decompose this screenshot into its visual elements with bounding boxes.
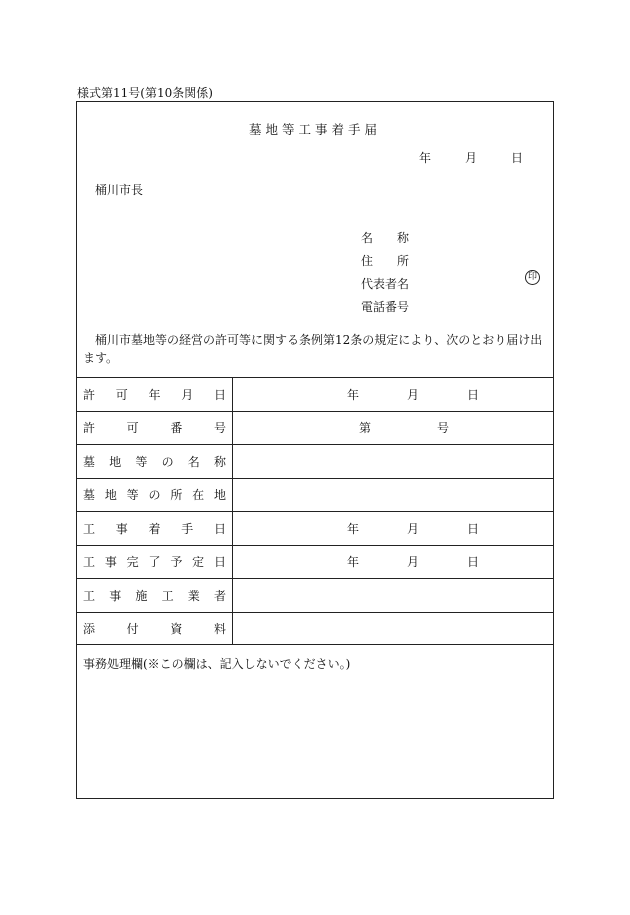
- row-label-char: 工: [83, 555, 96, 570]
- row-label-char: 名: [187, 454, 200, 469]
- row-label-char: 地: [109, 454, 122, 469]
- table-row: [77, 478, 553, 512]
- form-frame: [76, 101, 554, 799]
- row-label-cell: [77, 478, 233, 512]
- row-label-char: 着: [148, 521, 161, 536]
- row-label-char: 工: [161, 588, 174, 603]
- permit-number-field: [359, 412, 449, 445]
- row-label: [83, 453, 226, 470]
- date-year-label: 年: [418, 151, 431, 165]
- form-number-label: 様式第11号(第10条関係): [77, 86, 213, 100]
- row-label-char: 者: [213, 588, 226, 603]
- row-label-cell: [77, 545, 233, 579]
- row-label: [83, 486, 226, 503]
- phone-label: 電話番号: [361, 300, 410, 314]
- table-row: [77, 378, 553, 412]
- row-label-cell: [77, 579, 233, 613]
- statement-text: 桶川市墓地等の経営の許可等に関する条例第12条の規定により、次のとおり届け出ます。: [83, 333, 543, 365]
- row-label-char: 等: [135, 454, 148, 469]
- row-label-char: 許: [83, 387, 96, 402]
- row-label: [83, 386, 226, 403]
- row-label-char: 番: [170, 421, 183, 436]
- row-label-char: 了: [148, 555, 161, 570]
- number-suffix-label: 号: [437, 421, 450, 436]
- row-label-char: 事: [109, 588, 122, 603]
- row-value-cell[interactable]: [233, 378, 554, 412]
- row-label-char: の: [161, 454, 174, 469]
- row-label-char: 所: [170, 488, 183, 503]
- date-unit-label: 月: [407, 521, 420, 536]
- row-label-char: 日: [213, 555, 226, 570]
- row-label-char: 予: [170, 555, 183, 570]
- date-unit-label: 日: [467, 521, 480, 536]
- table-row: [77, 512, 553, 546]
- applicant-representative-row: [361, 272, 409, 295]
- row-label-char: 業: [187, 588, 200, 603]
- applicant-block: [361, 226, 409, 318]
- row-label-char: 料: [213, 622, 226, 637]
- row-label-char: 手: [181, 521, 194, 536]
- row-label-char: 等: [126, 488, 139, 503]
- date-day-label: 日: [510, 151, 523, 165]
- applicant-name-label-2: 称: [396, 231, 409, 245]
- row-label-char: 完: [126, 555, 139, 570]
- row-label-char: 工: [83, 588, 96, 603]
- row-label-char: 資: [170, 622, 183, 637]
- row-value-cell[interactable]: [233, 445, 554, 479]
- date-fields: [347, 546, 479, 579]
- table-row: [77, 545, 553, 579]
- row-value-cell[interactable]: [233, 545, 554, 579]
- row-label-char: 号: [213, 421, 226, 436]
- date-month-label: 月: [464, 151, 477, 165]
- row-label-char: 地: [213, 488, 226, 503]
- row-label-char: 可: [115, 387, 128, 402]
- row-value-cell[interactable]: [233, 512, 554, 546]
- row-label-char: 定: [192, 555, 205, 570]
- row-label: [83, 553, 226, 570]
- row-value-cell[interactable]: [233, 579, 554, 613]
- row-label-char: 在: [192, 488, 205, 503]
- table-row: [77, 411, 553, 445]
- row-label-char: 月: [181, 387, 194, 402]
- row-label-char: 事: [104, 555, 117, 570]
- row-label-char: 称: [213, 454, 226, 469]
- row-label-char: 可: [126, 421, 139, 436]
- row-value-cell[interactable]: [233, 411, 554, 445]
- table-row: [77, 579, 553, 613]
- table-row: [77, 445, 553, 479]
- date-unit-label: 年: [347, 387, 360, 402]
- row-label-char: 付: [126, 622, 139, 637]
- seal-icon: 印: [525, 270, 540, 285]
- applicant-address-label-2: 所: [396, 254, 409, 268]
- row-label-char: 許: [83, 421, 96, 436]
- office-use-box: [77, 644, 553, 798]
- date-unit-label: 月: [407, 387, 420, 402]
- row-label: [83, 620, 226, 637]
- table-row: [77, 612, 553, 645]
- row-label-char: 日: [213, 387, 226, 402]
- row-label-cell: [77, 445, 233, 479]
- row-label-char: 施: [135, 588, 148, 603]
- date-unit-label: 年: [347, 555, 360, 570]
- date-unit-label: 年: [347, 521, 360, 536]
- row-label-char: 事: [115, 521, 128, 536]
- date-fields: [347, 512, 479, 545]
- form-title: 墓地等工事着手届: [248, 122, 381, 137]
- row-value-cell[interactable]: [233, 612, 554, 645]
- applicant-name-label-1: 名: [361, 231, 374, 245]
- row-label-char: 地: [104, 488, 117, 503]
- row-label-cell: [77, 411, 233, 445]
- applicant-name-row: [361, 226, 409, 249]
- row-label-char: 墓: [83, 488, 96, 503]
- applicant-address-label-1: 住: [361, 254, 374, 268]
- addressee: 桶川市長: [95, 183, 144, 197]
- representative-label: 代表者名: [361, 277, 410, 291]
- row-value-cell[interactable]: [233, 478, 554, 512]
- date-fields: [347, 378, 479, 411]
- row-label: [83, 520, 226, 537]
- row-label-cell: [77, 612, 233, 645]
- applicant-address-row: [361, 249, 409, 272]
- row-label-char: の: [148, 488, 161, 503]
- row-label: [83, 587, 226, 604]
- submission-date: [419, 149, 523, 166]
- details-table: [77, 377, 553, 645]
- row-label-cell: [77, 378, 233, 412]
- row-label-char: 日: [213, 521, 226, 536]
- office-use-label: 事務処理欄(※この欄は、記入しないでください。): [83, 657, 351, 671]
- row-label-char: 年: [148, 387, 161, 402]
- row-label-char: 墓: [83, 454, 96, 469]
- date-unit-label: 日: [467, 387, 480, 402]
- row-label-char: 添: [83, 622, 96, 637]
- row-label-char: 工: [83, 521, 96, 536]
- applicant-phone-row: [361, 295, 409, 318]
- row-label: [83, 419, 226, 436]
- date-unit-label: 日: [467, 555, 480, 570]
- row-label-cell: [77, 512, 233, 546]
- number-prefix-label: 第: [359, 421, 372, 436]
- date-unit-label: 月: [407, 555, 420, 570]
